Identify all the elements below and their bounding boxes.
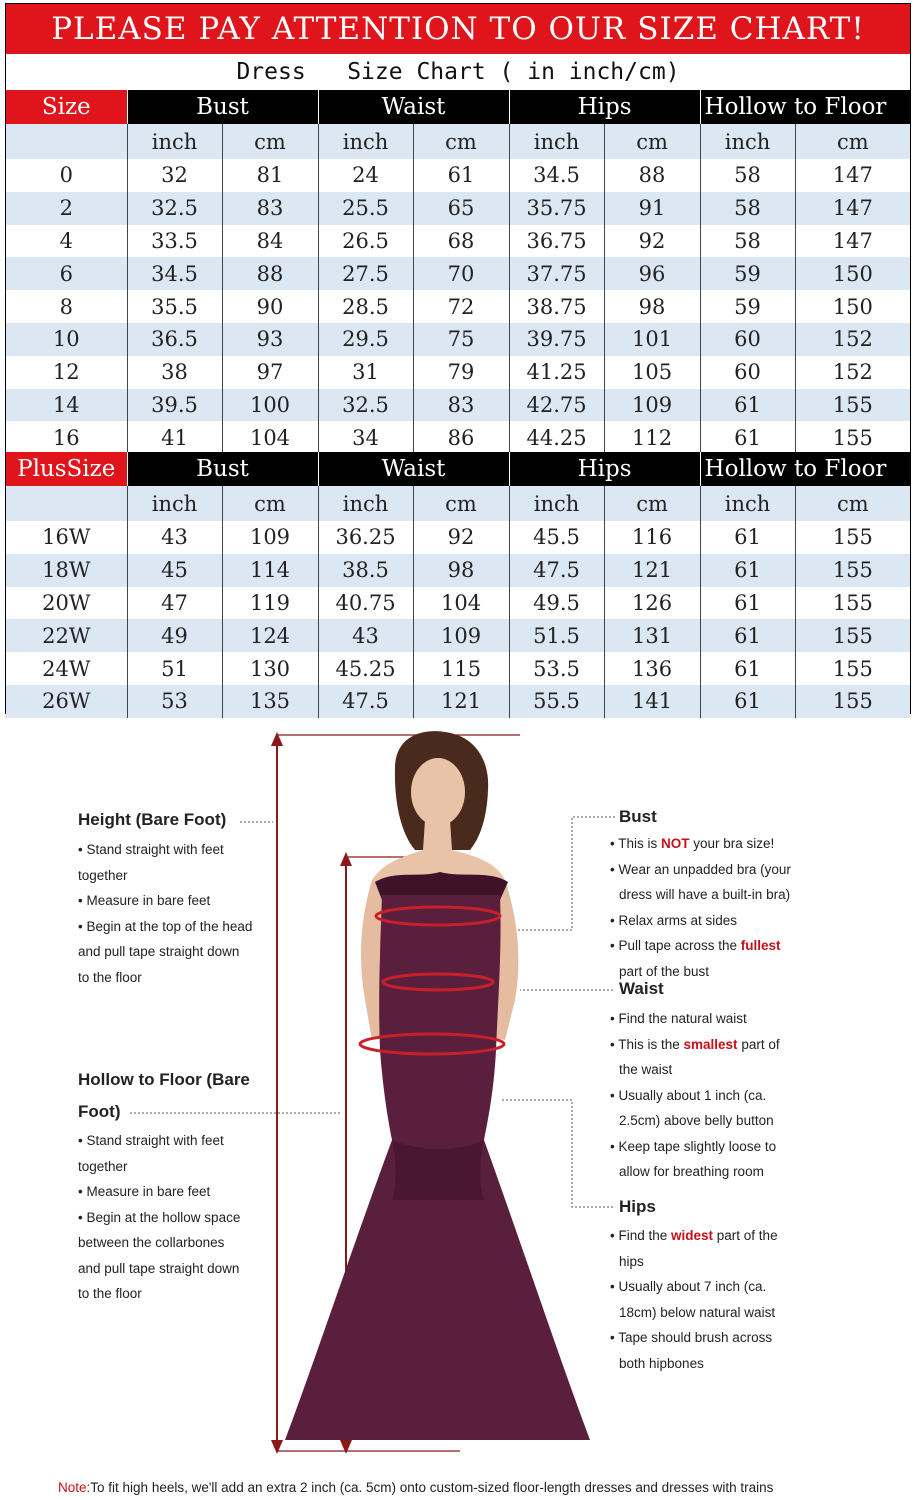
size-cell: 22W — [6, 619, 127, 652]
measurement-cell: 147 — [795, 159, 910, 192]
unit-inch: inch — [127, 124, 222, 159]
measurement-cell: 34.5 — [509, 159, 604, 192]
measurement-cell: 88 — [222, 257, 318, 290]
table-row — [6, 619, 910, 652]
hips-header: Hips — [509, 90, 700, 124]
measurement-cell: 32 — [127, 159, 222, 192]
measurement-cell: 58 — [700, 225, 795, 258]
measurement-cell: 83 — [413, 389, 509, 422]
measurement-guide — [0, 720, 919, 1500]
measurement-cell: 61 — [700, 389, 795, 422]
unit-row — [6, 124, 910, 159]
measurement-cell: 53 — [127, 685, 222, 718]
measurement-cell: 32.5 — [318, 389, 413, 422]
measurement-cell: 90 — [222, 290, 318, 323]
measurement-cell: 59 — [700, 290, 795, 323]
measurement-cell: 61 — [413, 159, 509, 192]
measurement-cell: 100 — [222, 389, 318, 422]
measurement-cell: 36.75 — [509, 225, 604, 258]
instruction-line: together — [78, 867, 128, 883]
measurement-cell: 47 — [127, 587, 222, 620]
measurement-cell: 112 — [604, 421, 700, 454]
measurement-cell: 126 — [604, 587, 700, 620]
table-row — [6, 554, 910, 587]
footnote — [58, 1480, 773, 1495]
hips-header: Hips — [509, 452, 700, 486]
measurement-cell: 88 — [604, 159, 700, 192]
hollow-header: Hollow to Floor — [700, 90, 910, 124]
measurement-cell: 65 — [413, 192, 509, 225]
unit-inch: inch — [318, 124, 413, 159]
instruction-line: • Stand straight with feet — [78, 1133, 224, 1148]
plus-rows — [6, 521, 910, 718]
hollow-title-line1: Hollow to Floor (Bare — [78, 1070, 250, 1089]
waist-instructions: • Find the natural waist • This is the smallest part of the waist • Usually about 1 inch (ca. 2.5cm) above belly button • Keep tape slightly loose to allow for breathing room — [610, 1011, 780, 1179]
table-row — [6, 290, 910, 323]
measurement-cell: 35.75 — [509, 192, 604, 225]
standard-size-table — [6, 90, 910, 454]
hollow-instructions — [78, 1128, 240, 1307]
unit-inch: inch — [700, 124, 795, 159]
measurement-cell: 51.5 — [509, 619, 604, 652]
standard-rows — [6, 159, 910, 454]
unit-cm: cm — [604, 124, 700, 159]
measurement-cell: 38 — [127, 356, 222, 389]
measurement-cell: 34.5 — [127, 257, 222, 290]
measurement-cell: 45.5 — [509, 521, 604, 554]
measurement-cell: 33.5 — [127, 225, 222, 258]
height-title: Height (Bare Foot) — [78, 810, 227, 829]
unit-inch: inch — [509, 486, 604, 521]
measurement-cell: 83 — [222, 192, 318, 225]
size-cell: 4 — [59, 228, 73, 253]
measurement-cell: 147 — [795, 225, 910, 258]
height-instructions — [78, 837, 252, 990]
measurement-cell: 47.5 — [318, 685, 413, 718]
measurement-cell: 116 — [604, 521, 700, 554]
measurement-cell: 39.75 — [509, 323, 604, 356]
size-cell: 26W — [6, 685, 127, 718]
measurement-cell: 150 — [795, 290, 910, 323]
instruction-line: • Stand straight with feet — [78, 842, 224, 857]
measurement-cell: 81 — [222, 159, 318, 192]
measurement-cell: 98 — [604, 290, 700, 323]
unit-cm: cm — [222, 486, 318, 521]
instruction-line: together — [78, 1158, 128, 1174]
measurement-cell: 41 — [127, 421, 222, 454]
unit-cm: cm — [413, 486, 509, 521]
measurement-cell: 155 — [795, 389, 910, 422]
unit-inch: inch — [700, 486, 795, 521]
measurement-cell: 104 — [222, 421, 318, 454]
measurement-cell: 58 — [700, 159, 795, 192]
measurement-cell: 32.5 — [127, 192, 222, 225]
measurement-cell: 27.5 — [318, 257, 413, 290]
measurement-cell: 109 — [413, 619, 509, 652]
instruction-line: • Begin at the hollow space — [78, 1209, 241, 1225]
measurement-cell: 53.5 — [509, 652, 604, 685]
measurement-cell: 109 — [604, 389, 700, 422]
measurement-cell: 98 — [413, 554, 509, 587]
table-row — [6, 159, 910, 192]
measurement-cell: 155 — [795, 587, 910, 620]
measurement-cell: 47.5 — [509, 554, 604, 587]
measurement-cell: 42.75 — [509, 389, 604, 422]
measurement-cell: 29.5 — [318, 323, 413, 356]
measurement-cell: 41.25 — [509, 356, 604, 389]
table-row — [6, 225, 910, 258]
instruction-line: and pull tape straight down — [78, 1260, 240, 1276]
size-cell: 6 — [6, 257, 127, 290]
measurement-cell: 61 — [700, 652, 795, 685]
measurement-cell: 84 — [222, 225, 318, 258]
measurement-cell: 86 — [413, 421, 509, 454]
measurement-cell: 150 — [795, 257, 910, 290]
measurement-cell: 39.5 — [127, 389, 222, 422]
instruction-line: • Measure in bare feet — [78, 893, 211, 908]
measurement-cell: 37.75 — [509, 257, 604, 290]
table-row — [6, 192, 910, 225]
table-row — [6, 587, 910, 620]
measurement-cell: 25.5 — [318, 192, 413, 225]
measurement-cell: 130 — [222, 652, 318, 685]
measurement-cell: 121 — [413, 685, 509, 718]
measurement-cell: 26.5 — [318, 225, 413, 258]
note-label: Note: — [58, 1480, 91, 1495]
measurement-cell: 155 — [795, 554, 910, 587]
instruction-line: and pull tape straight down — [78, 944, 240, 959]
waist-title: Waist — [619, 979, 664, 998]
measurement-cell: 114 — [222, 554, 318, 587]
measurement-cell: 45.25 — [318, 652, 413, 685]
measurement-cell: 55.5 — [509, 685, 604, 718]
measurement-cell: 70 — [413, 257, 509, 290]
plus-size-table — [6, 452, 910, 718]
hollow-title-line2: Foot) — [78, 1102, 121, 1121]
measurement-cell: 155 — [795, 521, 910, 554]
measurement-cell: 152 — [795, 356, 910, 389]
note-text: To fit high heels, we'll add an extra 2 inch (ca. 5cm) onto custom-sized floor-length dresses and dresses with trains — [90, 1480, 774, 1495]
unit-inch: inch — [318, 486, 413, 521]
size-cell: 18W — [6, 554, 127, 587]
measurement-cell: 45 — [127, 554, 222, 587]
measurement-cell: 61 — [700, 587, 795, 620]
measurement-cell: 61 — [700, 554, 795, 587]
table-row — [6, 685, 910, 718]
measurement-cell: 61 — [700, 619, 795, 652]
hollow-header: Hollow to Floor — [700, 452, 910, 486]
measurement-cell: 92 — [604, 225, 700, 258]
table-row — [6, 389, 910, 422]
model-figure — [285, 731, 590, 1440]
measurement-cell: 97 — [222, 356, 318, 389]
size-chart — [5, 3, 911, 714]
instruction-line: to the floor — [78, 1286, 142, 1301]
measurement-cell: 44.25 — [509, 421, 604, 454]
measurement-cell: 121 — [604, 554, 700, 587]
plus-size-header: PlusSize — [6, 452, 127, 486]
instruction-line: between the collarbones — [78, 1235, 225, 1250]
measurement-cell: 24 — [318, 159, 413, 192]
hips-instructions: • Find the widest part of the hips • Usually about 7 inch (ca. 18cm) below natural waist • Tape should brush across both hipbones — [610, 1228, 778, 1371]
instruction-line: to the floor — [78, 969, 142, 985]
measurement-cell: 36.25 — [318, 521, 413, 554]
hips-title: Hips — [619, 1197, 656, 1216]
measurement-cell: 135 — [222, 685, 318, 718]
measurement-cell: 115 — [413, 652, 509, 685]
size-cell: 12 — [52, 360, 80, 385]
table-row — [6, 257, 910, 290]
measurement-cell: 147 — [795, 192, 910, 225]
unit-cm: cm — [413, 124, 509, 159]
measurement-cell: 61 — [700, 521, 795, 554]
measurement-cell: 35.5 — [127, 290, 222, 323]
measurement-cell: 155 — [795, 652, 910, 685]
measurement-cell: 40.75 — [318, 587, 413, 620]
size-cell: 10 — [6, 323, 127, 356]
table-row — [6, 652, 910, 685]
measurement-cell: 124 — [222, 619, 318, 652]
measurement-cell: 152 — [795, 323, 910, 356]
measurement-cell: 101 — [604, 323, 700, 356]
measurement-cell: 49 — [127, 619, 222, 652]
size-cell: 24W — [42, 656, 91, 681]
measurement-cell: 51 — [127, 652, 222, 685]
measurement-cell: 60 — [700, 356, 795, 389]
table-row — [6, 521, 910, 554]
measurement-cell: 75 — [413, 323, 509, 356]
measurement-cell: 59 — [700, 257, 795, 290]
table-row — [6, 356, 910, 389]
measurement-cell: 131 — [604, 619, 700, 652]
waist-header: Waist — [318, 90, 509, 124]
unit-cm: cm — [604, 486, 700, 521]
measurement-cell: 43 — [127, 521, 222, 554]
bust-header: Bust — [127, 452, 318, 486]
measurement-cell: 136 — [604, 652, 700, 685]
measurement-cell: 72 — [413, 290, 509, 323]
measurement-cell: 58 — [700, 192, 795, 225]
size-cell: 2 — [6, 192, 127, 225]
measurement-cell: 28.5 — [318, 290, 413, 323]
size-cell: 8 — [59, 294, 73, 319]
measurement-cell: 105 — [604, 356, 700, 389]
measurement-cell: 79 — [413, 356, 509, 389]
measurement-cell: 155 — [795, 421, 910, 454]
chart-subtitle: Dress Size Chart ( in inch/cm) — [236, 58, 680, 85]
measurement-cell: 36.5 — [127, 323, 222, 356]
measurement-cell: 155 — [795, 619, 910, 652]
table-row — [6, 421, 910, 454]
measurement-cell: 141 — [604, 685, 700, 718]
unit-row — [6, 486, 910, 521]
measurement-cell: 109 — [222, 521, 318, 554]
size-cell: 20W — [42, 590, 91, 615]
size-cell: 14 — [6, 389, 127, 422]
table-row — [6, 323, 910, 356]
measurement-cell: 49.5 — [509, 587, 604, 620]
attention-banner: PLEASE PAY ATTENTION TO OUR SIZE CHART! — [6, 4, 910, 54]
measurement-cell: 92 — [413, 521, 509, 554]
measurement-cell: 155 — [795, 685, 910, 718]
unit-cm: cm — [795, 486, 910, 521]
measurement-cell: 61 — [700, 421, 795, 454]
size-cell: 16 — [52, 425, 80, 450]
measurement-cell: 96 — [604, 257, 700, 290]
measurement-cell: 91 — [604, 192, 700, 225]
bust-header: Bust — [127, 90, 318, 124]
measurement-cell: 34 — [318, 421, 413, 454]
bust-title: Bust — [619, 807, 657, 826]
measurement-cell: 38.5 — [318, 554, 413, 587]
unit-inch: inch — [509, 124, 604, 159]
unit-cm: cm — [795, 124, 910, 159]
unit-cm: cm — [222, 124, 318, 159]
measurement-cell: 93 — [222, 323, 318, 356]
measurement-cell: 68 — [413, 225, 509, 258]
measurement-cell: 43 — [318, 619, 413, 652]
instruction-line: • Measure in bare feet — [78, 1184, 211, 1199]
bust-instructions: • This is NOT your bra size! • Wear an unpadded bra (your dress will have a built-in bra) • Relax arms at sides • Pull tape across the fullest part of the bust — [610, 836, 791, 979]
size-header: Size — [6, 90, 127, 124]
measurement-cell: 61 — [700, 685, 795, 718]
measurement-cell: 104 — [413, 587, 509, 620]
size-cell: 0 — [59, 163, 73, 188]
measurement-cell: 38.75 — [509, 290, 604, 323]
instruction-line: • Begin at the top of the head — [78, 918, 253, 934]
measurement-cell: 60 — [700, 323, 795, 356]
size-cell: 16W — [42, 525, 91, 550]
measurement-cell: 31 — [318, 356, 413, 389]
waist-header: Waist — [318, 452, 509, 486]
measurement-cell: 119 — [222, 587, 318, 620]
unit-inch: inch — [127, 486, 222, 521]
